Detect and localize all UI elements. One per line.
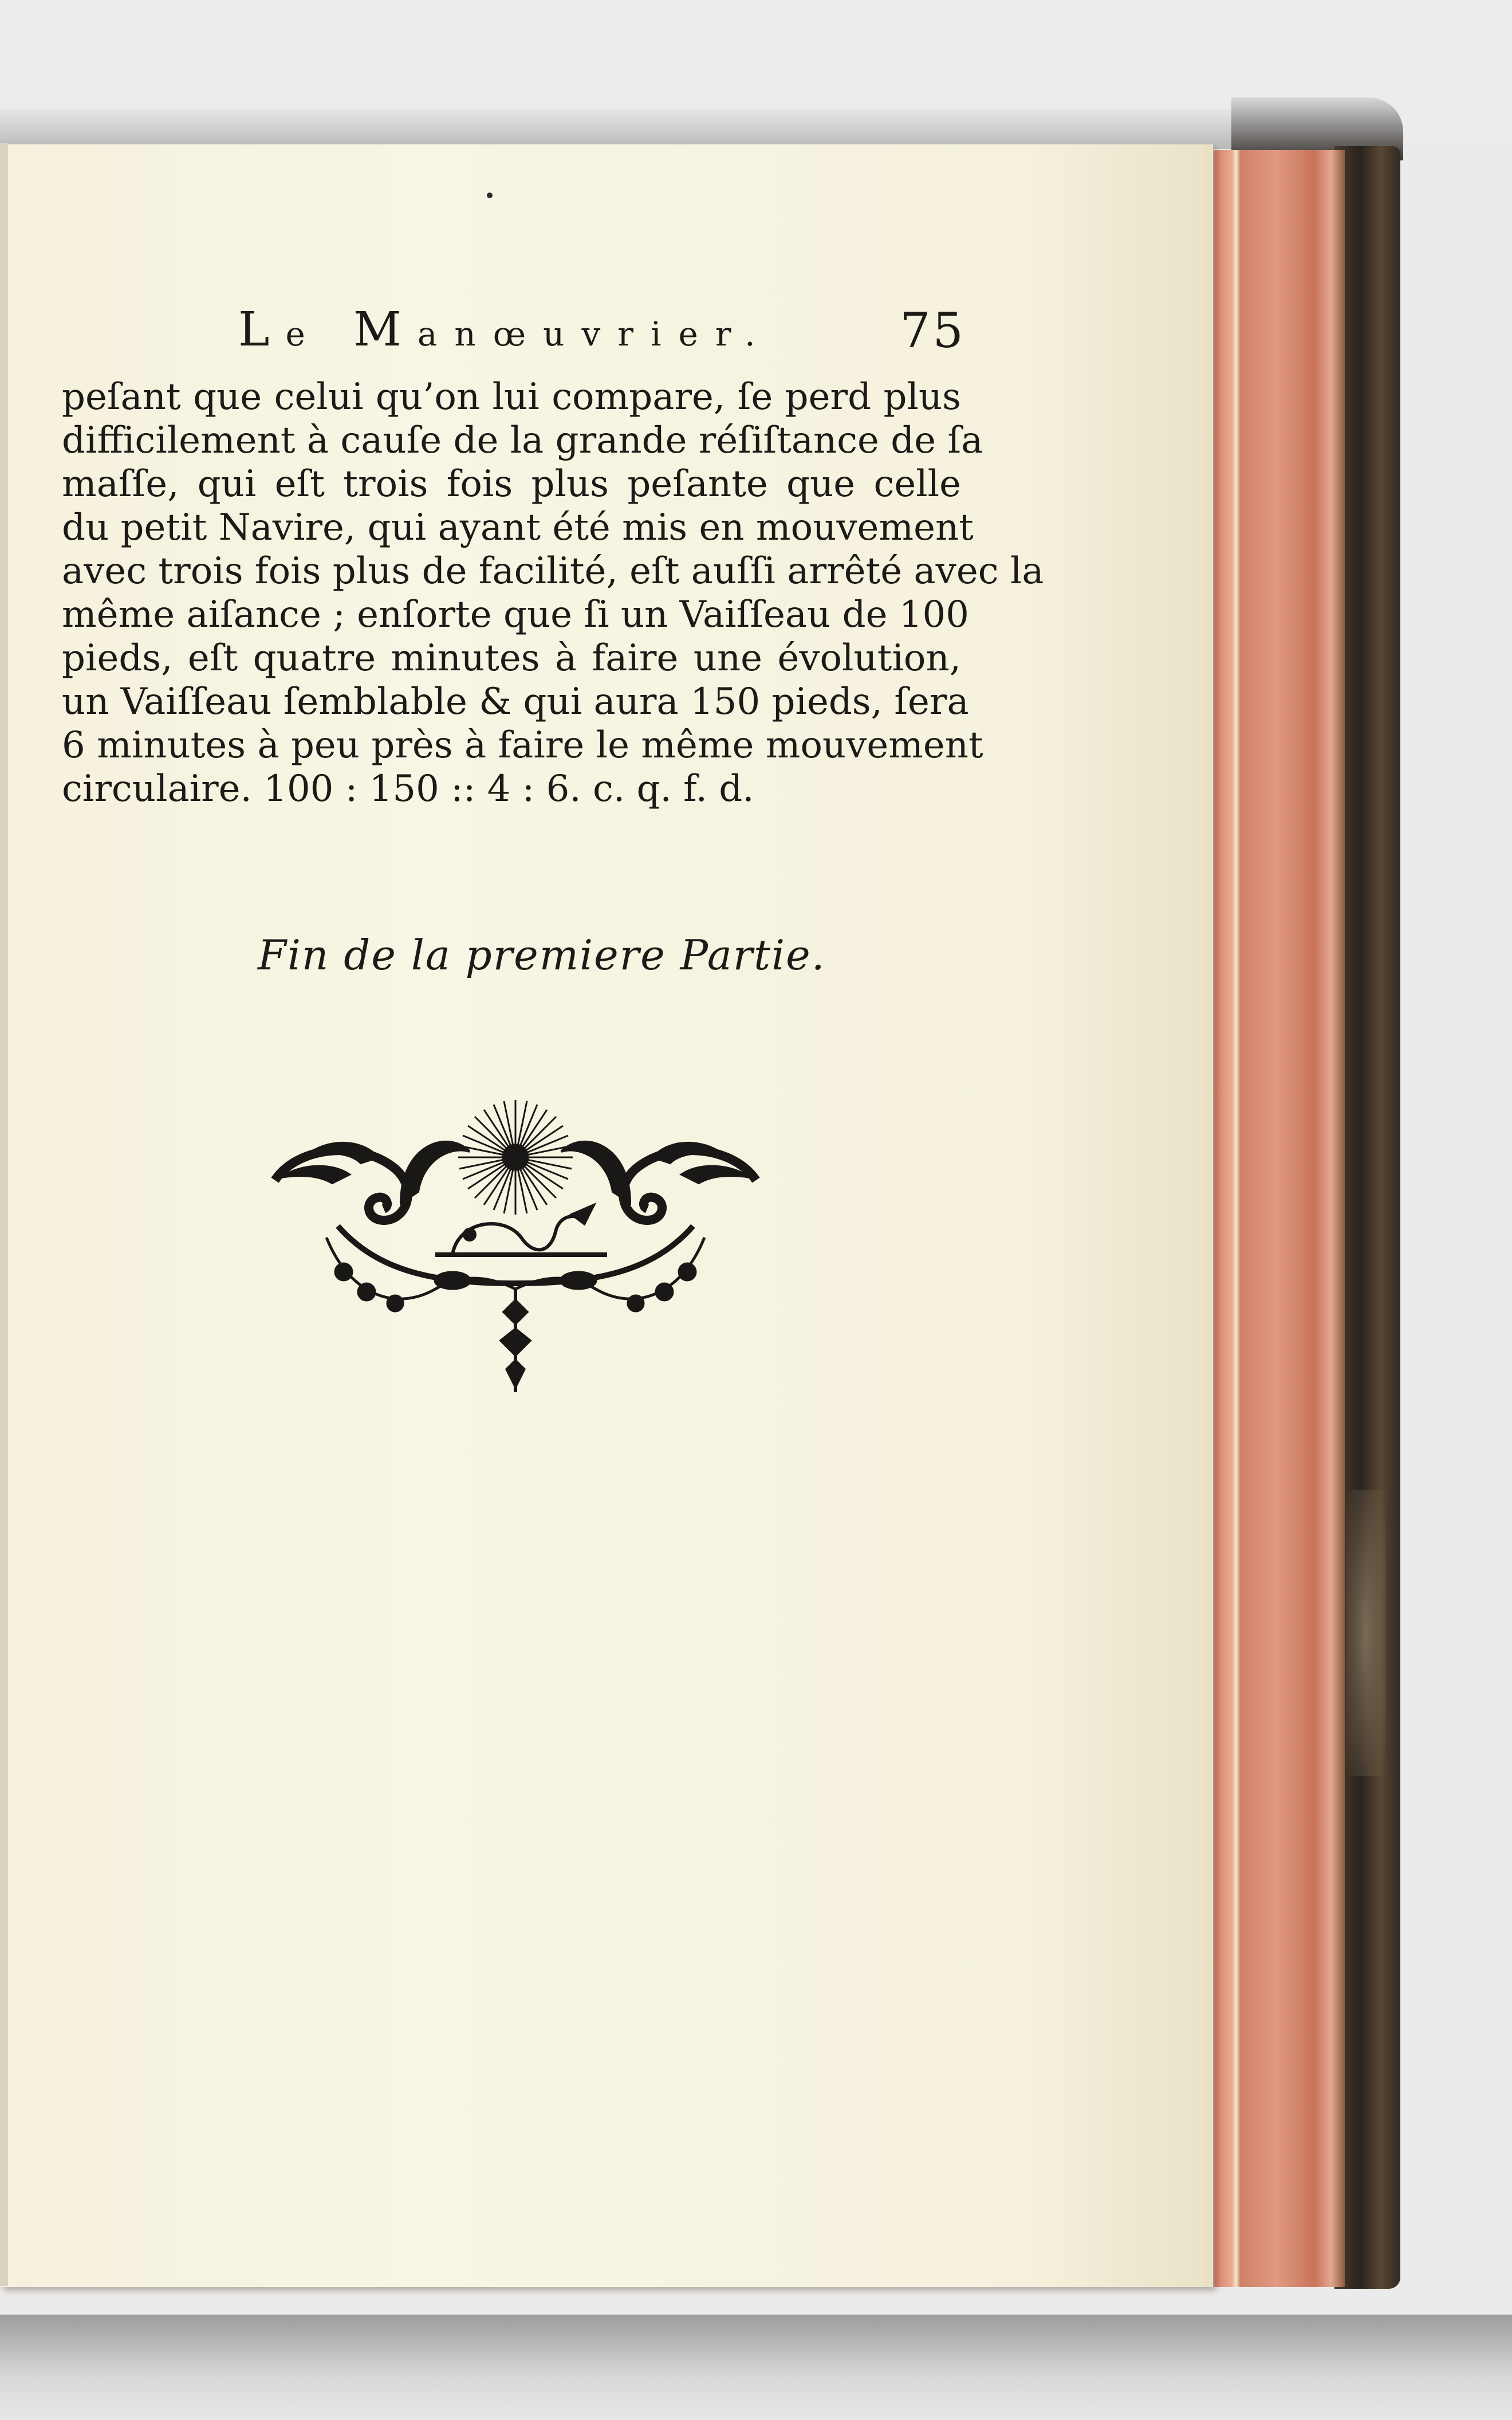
- text-line: maſſe, qui eſt trois fois plus peſante que celle: [62, 463, 961, 505]
- text-line: 6 minutes à peu près à faire le même mouvement: [62, 724, 983, 767]
- text-line: difficilement à cauſe de la grande réſiſtance de ſa: [62, 419, 983, 462]
- page-number: 75: [900, 302, 966, 359]
- title-initial-l: L: [238, 302, 286, 357]
- body-paragraph: [62, 375, 1044, 811]
- text-line: pieds, eſt quatre minutes à faire une évolution,: [62, 637, 961, 679]
- page-left-edge: [0, 143, 8, 2286]
- dolphin-icon: [435, 1206, 607, 1255]
- title-small-caps-rest: anœuvrier.: [417, 315, 773, 353]
- section-end-note: Fin de la premiere Partie.: [258, 931, 826, 979]
- scan-background-bottom: [0, 2315, 1512, 2420]
- title-initial-m: M: [353, 302, 418, 357]
- dolphin-sun-ornament-icon: [263, 1083, 767, 1404]
- page-shadow: [0, 109, 1392, 149]
- text-line: avec trois fois plus de facilité, eſt auſſi arrêté avec la: [62, 550, 1044, 592]
- running-head-title: [238, 302, 773, 357]
- text-line: peſant que celui qu’on lui compare, ſe perd plus: [62, 376, 961, 418]
- title-small-caps-e: e: [285, 315, 322, 353]
- page-edge-line: [1205, 144, 1208, 2287]
- running-head: [238, 302, 966, 371]
- cover-wear: [1346, 1490, 1386, 1776]
- sun-rays-icon: [458, 1100, 573, 1215]
- text-line: un Vaiſſeau ſemblable & qui aura 150 pieds, ſera: [62, 681, 969, 723]
- text-line: du petit Navire, qui ayant été mis en mouvement: [62, 506, 974, 549]
- text-line: même aiſance ; enſorte que ſi un Vaiſſeau de 100: [62, 594, 969, 636]
- page-edges: [1207, 150, 1345, 2287]
- text-line-last: circulaire. 100 : 150 :: 4 : 6. c. q. f. d.: [62, 768, 754, 810]
- ink-speck: [487, 192, 493, 198]
